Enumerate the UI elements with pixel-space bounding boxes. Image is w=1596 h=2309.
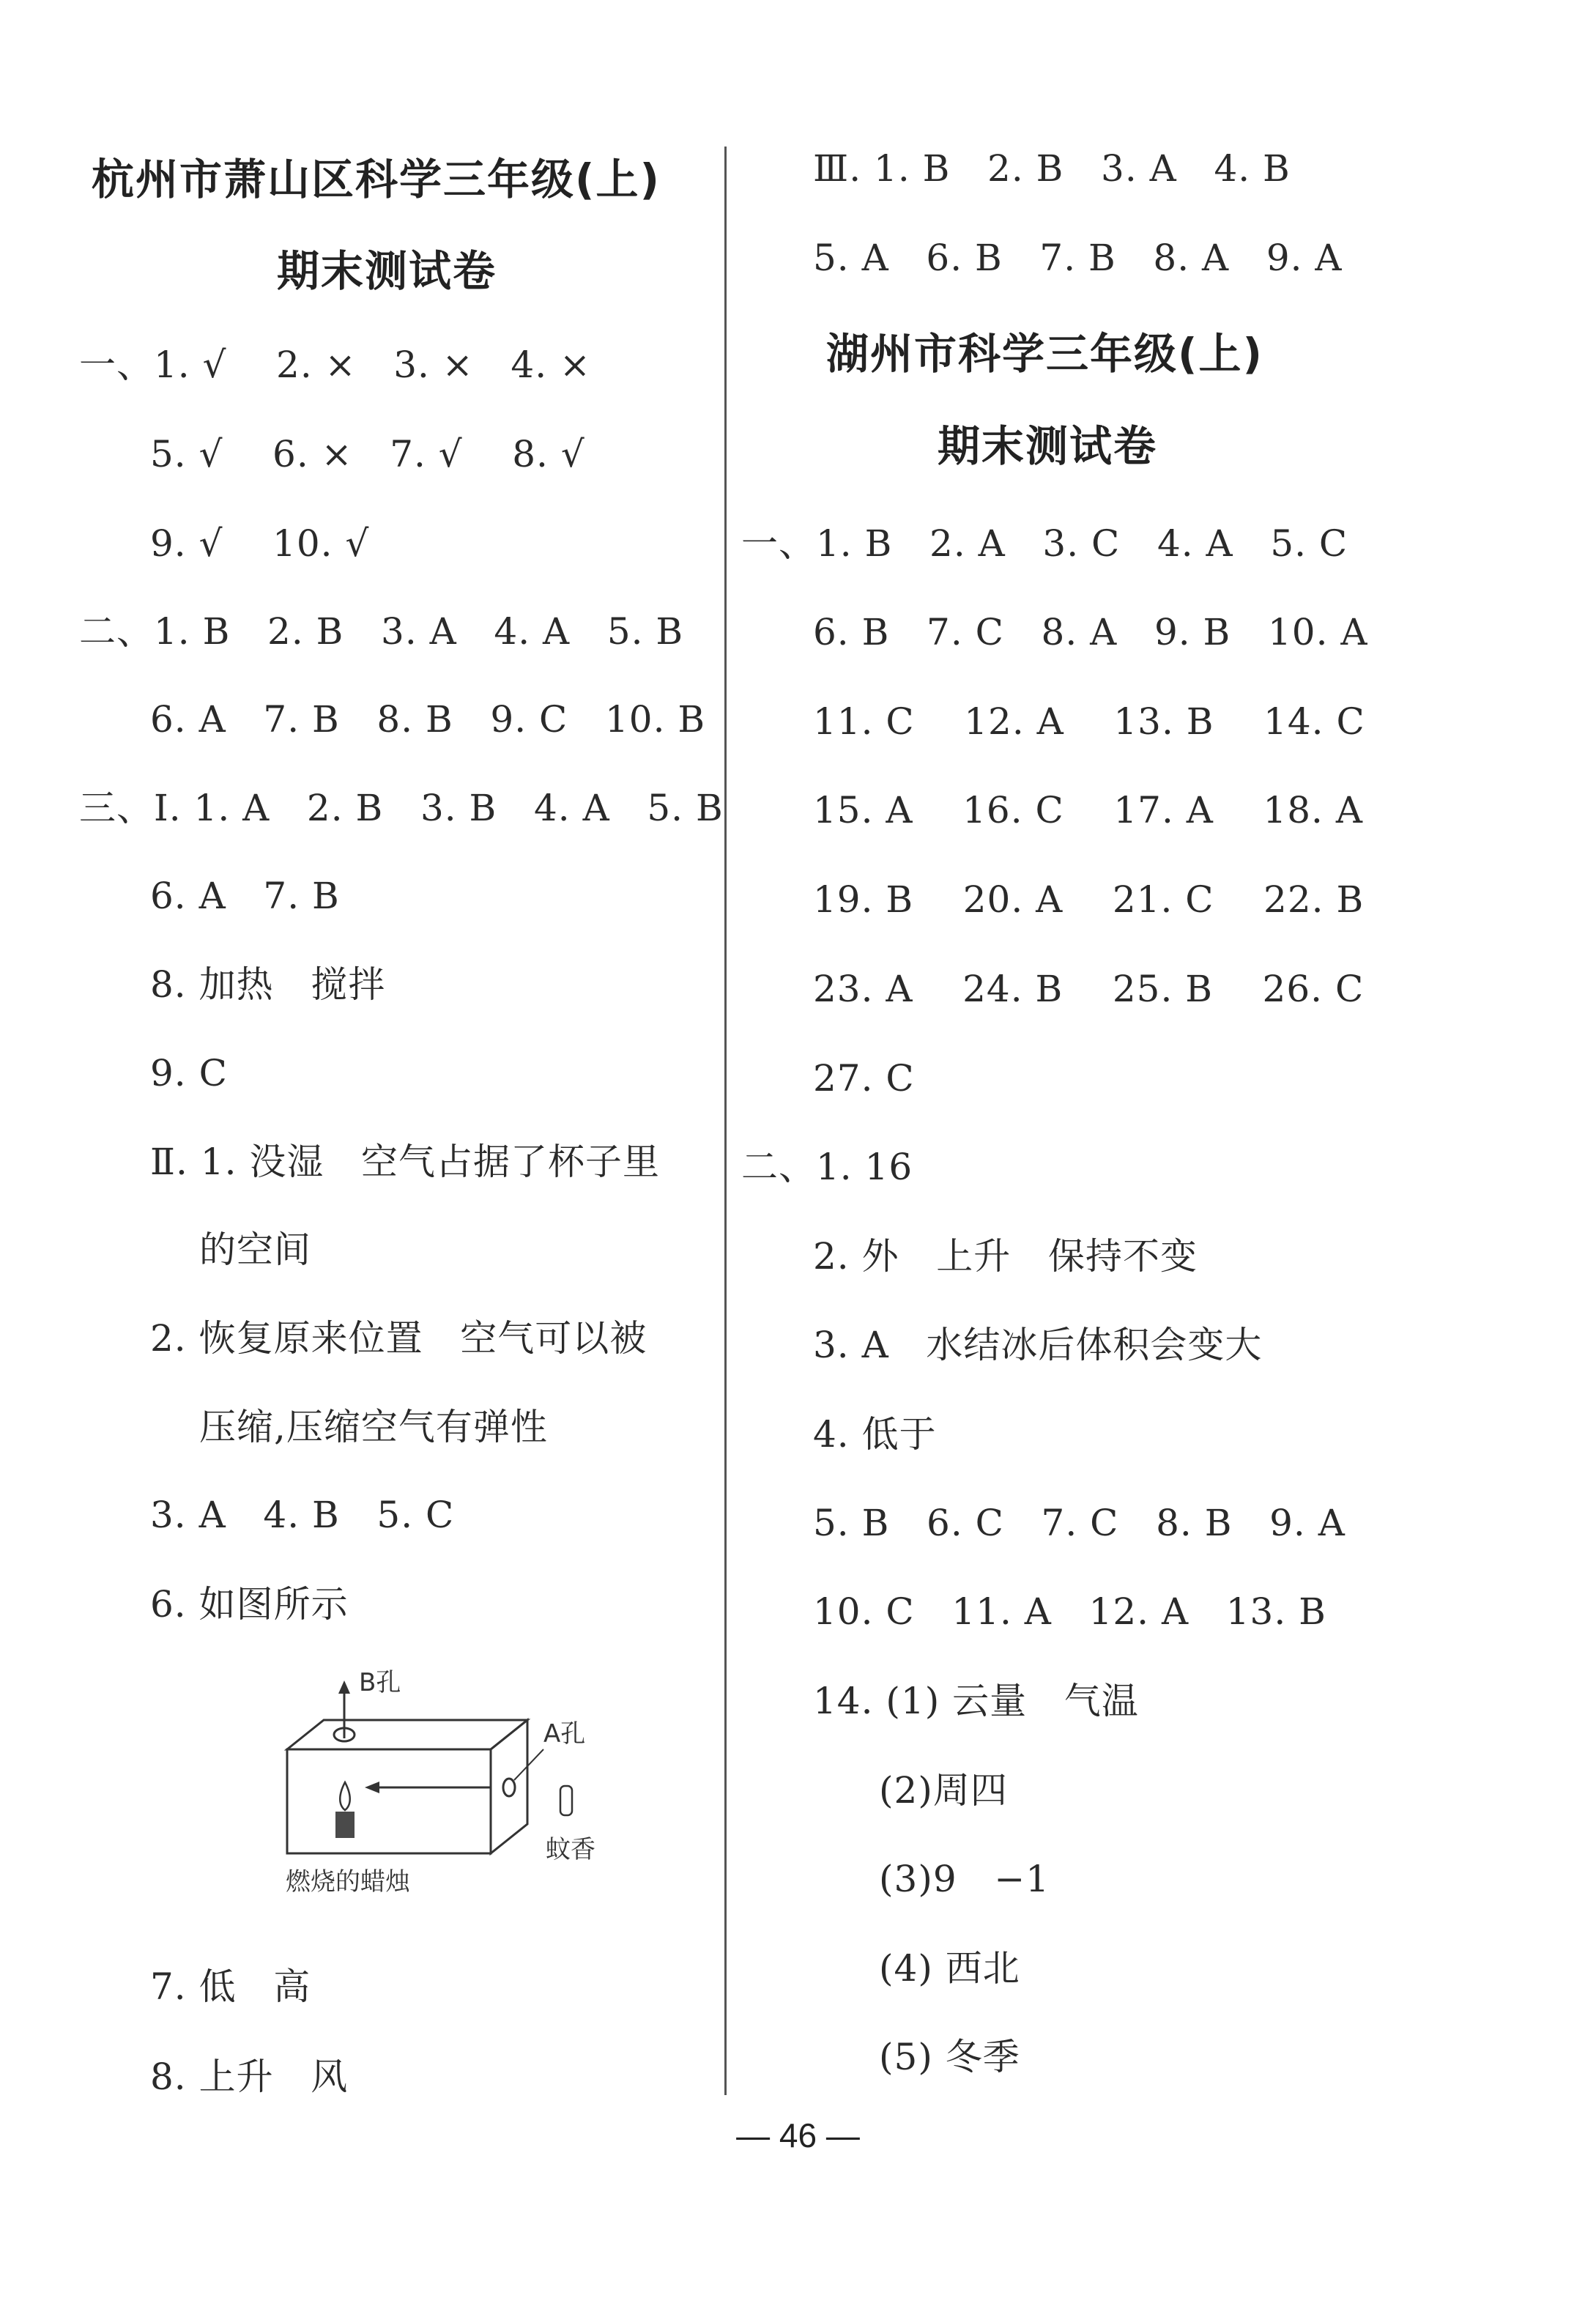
answer-line: 5. B 6. C 7. C 8. B 9. A bbox=[813, 1502, 1346, 1544]
answer-line: 二、1. 16 bbox=[741, 1146, 913, 1188]
experiment-figure bbox=[271, 1661, 652, 1903]
answer-line: 3. A 水结冰后体积会变大 bbox=[813, 1324, 1263, 1366]
answer-line: 9. √ 10. √ bbox=[150, 522, 370, 565]
answer-line: 15. A 16. C 17. A 18. A bbox=[813, 789, 1363, 831]
candle-icon bbox=[335, 1812, 355, 1838]
right-title-line2: 期末测试卷 bbox=[938, 421, 1158, 471]
answer-line: 二、1. B 2. B 3. A 4. A 5. B bbox=[79, 610, 684, 653]
answer-line: 6. A 7. B bbox=[150, 875, 340, 917]
hole-b-label: B孔 bbox=[359, 1668, 401, 1697]
answer-line: 的空间 bbox=[199, 1228, 311, 1271]
left-title-line1: 杭州市萧山区科学三年级(上) bbox=[92, 155, 661, 204]
page-number: — 46 — bbox=[736, 2116, 860, 2154]
answer-line: 8. 加热 搅拌 bbox=[150, 963, 386, 1006]
answer-line: (5) 冬季 bbox=[879, 2036, 1020, 2078]
answer-line: 6. B 7. C 8. A 9. B 10. A bbox=[813, 611, 1368, 653]
answer-line: 2. 恢复原来位置 空气可以被 bbox=[150, 1317, 647, 1360]
answer-line: 23. A 24. B 25. B 26. C bbox=[813, 968, 1365, 1010]
airflow-arrow-head bbox=[365, 1782, 379, 1793]
label-a-pointer bbox=[514, 1749, 543, 1780]
incense-label: 蚊香 bbox=[546, 1835, 595, 1864]
left-title-line2: 期末测试卷 bbox=[277, 246, 497, 296]
answer-line: 6. 如图所示 bbox=[150, 1583, 349, 1626]
answer-line: 7. 低 高 bbox=[150, 1965, 311, 2008]
answer-line: 5. √ 6. × 7. √ 8. √ bbox=[150, 433, 585, 475]
answer-line: 3. A 4. B 5. C bbox=[150, 1494, 455, 1536]
answer-line: 14. (1) 云量 气温 bbox=[813, 1680, 1139, 1722]
answer-line: 2. 外 上升 保持不变 bbox=[813, 1235, 1198, 1278]
answer-line: 一、1. √ 2. × 3. × 4. × bbox=[79, 344, 591, 386]
answer-line: 4. 低于 bbox=[813, 1413, 937, 1456]
answer-line: 10. C 11. A 12. A 13. B bbox=[813, 1590, 1326, 1633]
answer-line: (4) 西北 bbox=[879, 1947, 1020, 1990]
candle-label: 燃烧的蜡烛 bbox=[286, 1867, 410, 1897]
upward-arrow-head bbox=[338, 1680, 350, 1694]
flame-icon bbox=[340, 1782, 350, 1810]
answer-line: 5. A 6. B 7. B 8. A 9. A bbox=[813, 237, 1343, 279]
answer-line: 19. B 20. A 21. C 22. B bbox=[813, 878, 1365, 921]
answer-line: 8. 上升 风 bbox=[150, 2056, 349, 2098]
answer-line: 一、1. B 2. A 3. C 4. A 5. C bbox=[741, 522, 1348, 565]
answer-line: 9. C bbox=[150, 1052, 228, 1094]
answer-line: (3)9 −1 bbox=[879, 1858, 1050, 1900]
answer-line: 三、Ⅰ. 1. A 2. B 3. B 4. A 5. B bbox=[79, 787, 724, 829]
answer-line: Ⅲ. 1. B 2. B 3. A 4. B bbox=[813, 147, 1291, 190]
column-divider bbox=[724, 147, 727, 2095]
right-title-line1: 湖州市科学三年级(上) bbox=[826, 329, 1264, 379]
answer-line: 27. C bbox=[813, 1057, 915, 1100]
hole-a bbox=[503, 1779, 515, 1796]
answer-line: 11. C 12. A 13. B 14. C bbox=[813, 700, 1365, 743]
answer-line: 压缩,压缩空气有弹性 bbox=[199, 1406, 548, 1448]
hole-a-label: A孔 bbox=[543, 1719, 586, 1749]
incense-icon bbox=[560, 1786, 572, 1815]
answer-line: 6. A 7. B 8. B 9. C 10. B bbox=[150, 698, 706, 741]
answer-line: (2)周四 bbox=[879, 1769, 1008, 1812]
answer-line: Ⅱ. 1. 没湿 空气占据了杯子里 bbox=[150, 1141, 661, 1183]
